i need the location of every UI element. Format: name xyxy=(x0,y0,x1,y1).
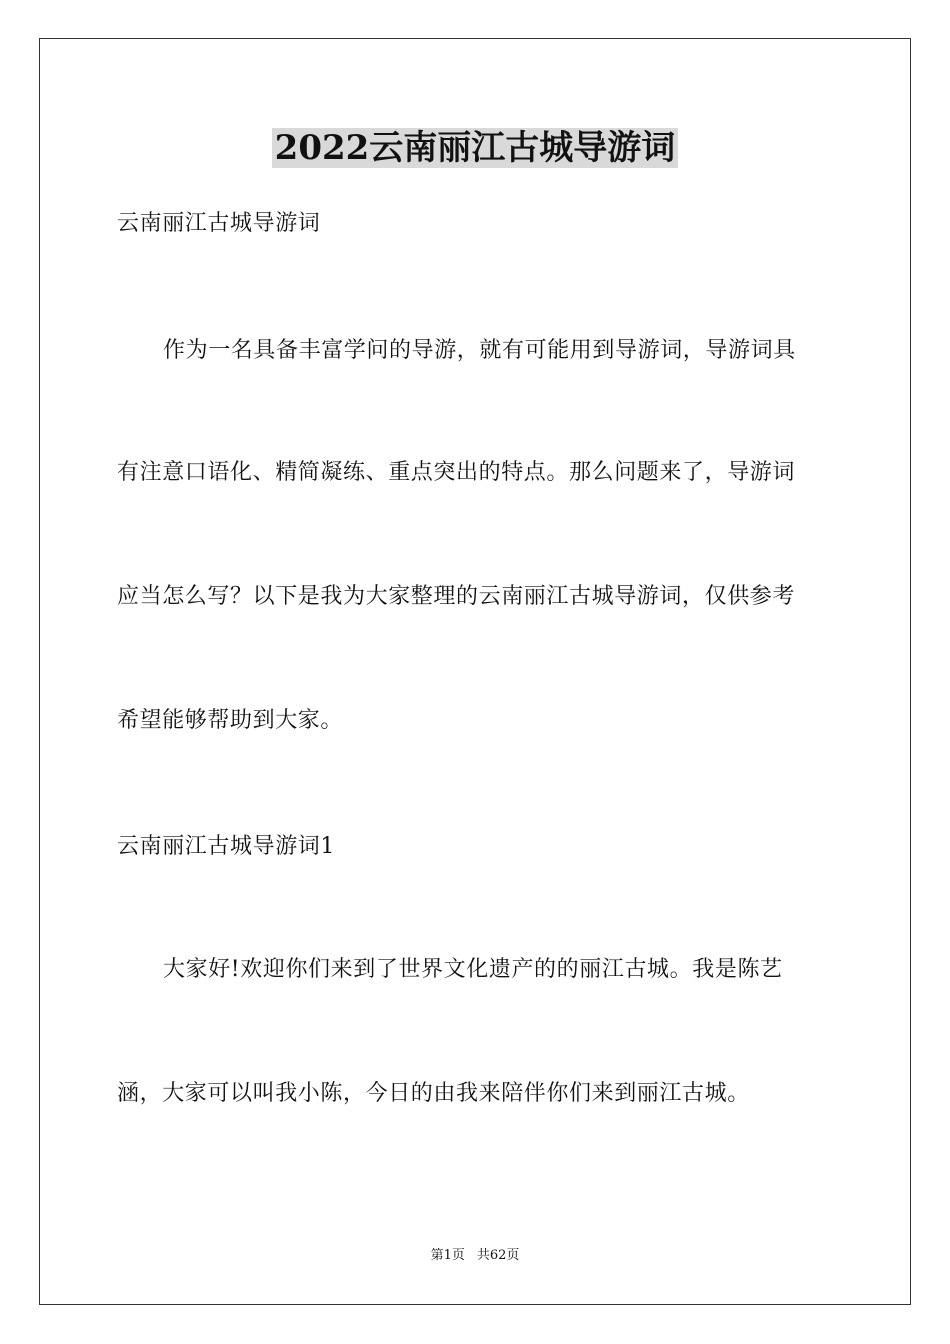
paragraph-line: 有注意口语化、精简凝练、重点突出的特点。那么问题来了，导游词 xyxy=(117,460,796,485)
section-heading: 云南丽江古城导游词1 xyxy=(117,834,335,859)
document-title-text: 2022云南丽江古城导游词 xyxy=(272,128,679,168)
paragraph-line: 作为一名具备丰富学问的导游，就有可能用到导游词，导游词具 xyxy=(163,338,796,363)
page-total: 共62页 xyxy=(476,1248,520,1263)
document-title xyxy=(0,126,950,170)
page-number: 第1页 xyxy=(430,1248,465,1263)
paragraph-line: 希望能够帮助到大家。 xyxy=(117,708,344,733)
paragraph-line: 应当怎么写？以下是我为大家整理的云南丽江古城导游词，仅供参考 xyxy=(117,584,796,609)
document-subtitle: 云南丽江古城导游词 xyxy=(117,211,321,236)
page-footer xyxy=(0,1247,950,1265)
paragraph-line: 大家好!欢迎你们来到了世界文化遗产的的丽江古城。我是陈艺 xyxy=(163,957,783,982)
paragraph-line: 涵，大家可以叫我小陈，今日的由我来陪伴你们来到丽江古城。 xyxy=(117,1081,750,1106)
